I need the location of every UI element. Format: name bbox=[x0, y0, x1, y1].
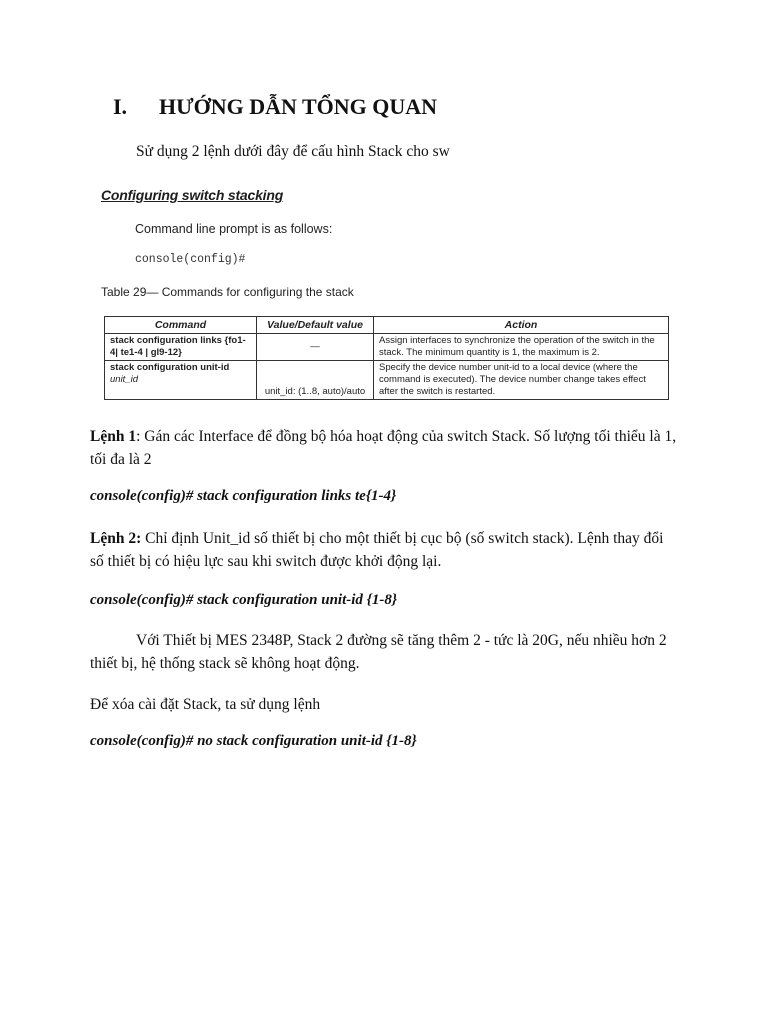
prompt-code: console(config)# bbox=[135, 253, 246, 266]
embedded-manual-excerpt bbox=[100, 185, 675, 405]
row-command-param: unit_id bbox=[110, 374, 138, 385]
command-2-label: Lệnh 2: bbox=[90, 530, 142, 547]
row-action: Specify the device number unit-id to a local device (where the command is executed). The device number change takes effect after the switch is restarted. bbox=[374, 361, 669, 400]
command-1-description: : Gán các Interface để đồng bộ hóa hoạt động của switch Stack. Số lượng tối thiểu là 1, tối đa là 2 bbox=[90, 428, 677, 468]
header-value: Value/Default value bbox=[257, 317, 374, 334]
section-heading bbox=[113, 94, 437, 120]
table-caption: Table 29— Commands for configuring the stack bbox=[101, 285, 354, 299]
excerpt-title: Configuring switch stacking bbox=[101, 187, 284, 203]
remove-stack-paragraph: Để xóa cài đặt Stack, ta sử dụng lệnh bbox=[90, 696, 321, 713]
table-row bbox=[105, 334, 669, 361]
intro-text: Sử dụng 2 lệnh dưới đây để cấu hình Stack cho sw bbox=[136, 143, 450, 160]
row-value: — bbox=[257, 334, 374, 361]
command-2-description: Chỉ định Unit_id số thiết bị cho một thiết bị cục bộ (số switch stack). Lệnh thay đổi số thiết bị có hiệu lực sau khi switch được khởi động lại. bbox=[90, 530, 664, 570]
header-command: Command bbox=[105, 317, 257, 334]
command-2-example: console(config)# stack configuration unit-id {1-8} bbox=[90, 592, 398, 608]
device-note-paragraph: Với Thiết bị MES 2348P, Stack 2 đường sẽ tăng thêm 2 - tức là 20G, nếu nhiều hơn 2 thiết bị, hệ thống stack sẽ không hoạt động. bbox=[90, 632, 667, 672]
row-value: unit_id: (1..8, auto)/auto bbox=[257, 361, 374, 400]
table-row bbox=[105, 361, 669, 400]
section-number: I. bbox=[113, 94, 128, 119]
commands-table bbox=[104, 316, 669, 400]
row-action: Assign interfaces to synchronize the operation of the switch in the stack. The minimum quantity is 1, the maximum is 2. bbox=[374, 334, 669, 361]
table-header-row bbox=[105, 317, 669, 334]
row-command: stack configuration links {fo1-4| te1-4 | gl9-12} bbox=[105, 334, 257, 361]
header-action: Action bbox=[374, 317, 669, 334]
command-2-paragraph bbox=[90, 527, 680, 573]
command-1-paragraph bbox=[90, 425, 680, 471]
command-1-label: Lệnh 1 bbox=[90, 428, 137, 445]
section-title: HƯỚNG DẪN TỔNG QUAN bbox=[159, 94, 438, 119]
remove-stack-example: console(config)# no stack configuration unit-id {1-8} bbox=[90, 733, 417, 749]
command-1-example: console(config)# stack configuration links te{1-4} bbox=[90, 488, 397, 504]
row-command-cell bbox=[105, 361, 257, 400]
row-command: stack configuration unit-id bbox=[110, 362, 230, 373]
prompt-description: Command line prompt is as follows: bbox=[135, 222, 333, 236]
